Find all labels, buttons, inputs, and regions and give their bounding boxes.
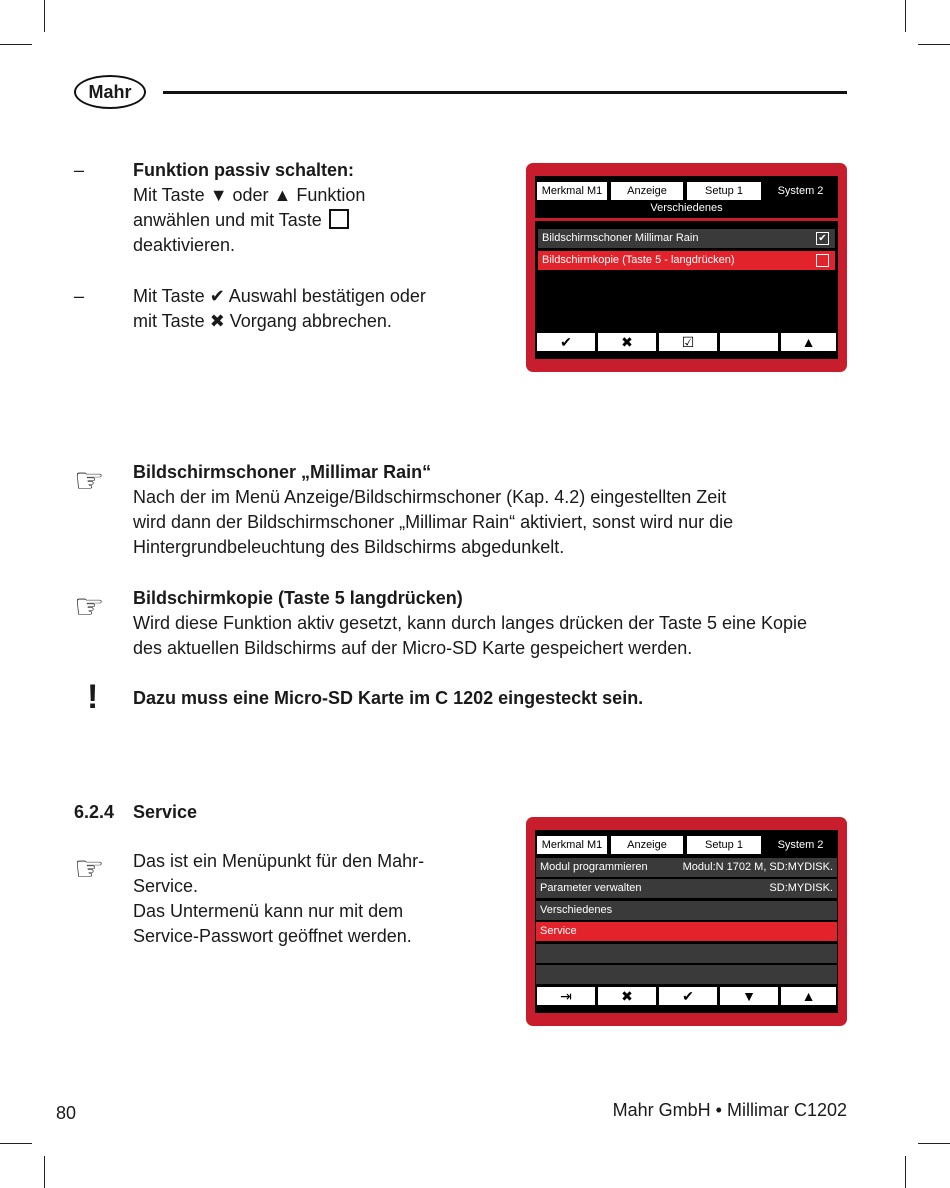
note-screensaver xyxy=(133,460,853,560)
note-line: des aktuellen Bildschirms auf der Micro-SD Karte gespeichert werden. xyxy=(133,638,693,658)
bullet-1-line: deaktivieren. xyxy=(133,235,236,255)
note-line: Service. xyxy=(133,876,199,896)
crop-mark xyxy=(0,44,32,45)
menu-row-module[interactable] xyxy=(536,858,837,877)
empty-key[interactable] xyxy=(720,333,778,351)
row-label: Bildschirmschoner Millimar Rain xyxy=(542,232,699,244)
note-line: Das ist ein Menüpunkt für den Mahr- xyxy=(133,851,425,871)
bullet-2-line: Mit Taste ✔ Auswahl bestätigen oder xyxy=(133,286,426,306)
row-value: Modul:N 1702 M, SD:MYDISK. xyxy=(682,861,833,873)
dash: – xyxy=(74,286,85,306)
checkbox-empty-icon[interactable] xyxy=(816,254,829,267)
crop-mark xyxy=(918,1143,950,1144)
tab-merkmal[interactable]: Merkmal M1 xyxy=(537,836,607,854)
page-number: 80 xyxy=(56,1103,77,1123)
note-line: Hintergrundbeleuchtung des Bildschirms abgedunkelt. xyxy=(133,537,565,557)
confirm-icon[interactable]: ✔ xyxy=(659,987,717,1005)
footer-brand: Mahr GmbH • Millimar C1202 xyxy=(612,1100,847,1120)
arrow-down-icon[interactable]: ▼ xyxy=(720,987,778,1005)
row-label: Bildschirmkopie (Taste 5 - langdrücken) xyxy=(542,254,735,266)
section-title: Service xyxy=(133,802,198,822)
device-screen-verschiedenes xyxy=(526,163,847,372)
service-note xyxy=(133,849,493,949)
tab-merkmal[interactable]: Merkmal M1 xyxy=(537,182,607,200)
bullet-1-title: Funktion passiv schalten: xyxy=(133,160,355,180)
mahr-logo: Mahr xyxy=(74,75,146,109)
device-screen-system xyxy=(526,817,847,1026)
tab-setup[interactable]: Setup 1 xyxy=(687,182,761,200)
note-line: Service-Passwort geöffnet werden. xyxy=(133,926,412,946)
bullet-2 xyxy=(133,284,493,334)
arrow-up-icon[interactable]: ▲ xyxy=(781,333,836,351)
menu-row-parameters[interactable] xyxy=(536,879,837,898)
bullet-1-line: Mit Taste ▼ oder ▲ Funktion xyxy=(133,185,366,205)
row-value: SD:MYDISK. xyxy=(769,882,833,894)
crop-mark xyxy=(44,0,45,32)
screen-subtitle: Verschiedenes xyxy=(650,202,723,214)
pointing-hand-icon: ☞ xyxy=(74,462,105,500)
note-screenshot xyxy=(133,586,853,661)
confirm-icon[interactable]: ✔ xyxy=(537,333,595,351)
note-line: Nach der im Menü Anzeige/Bildschirmschoner (Kap. 4.2) eingestellten Zeit xyxy=(133,487,727,507)
note-line: Das Untermenü kann nur mit dem xyxy=(133,901,404,921)
row-label: Modul programmieren xyxy=(540,861,648,873)
tab-system[interactable]: System 2 xyxy=(765,836,836,854)
row-label: Parameter verwalten xyxy=(540,882,642,894)
checkbox-toggle-icon[interactable]: ☑ xyxy=(659,333,717,351)
crop-mark xyxy=(905,1156,906,1188)
cancel-icon[interactable]: ✖ xyxy=(598,333,656,351)
dash: – xyxy=(74,160,85,180)
tab-setup[interactable]: Setup 1 xyxy=(687,836,761,854)
pointing-hand-icon: ☞ xyxy=(74,850,105,888)
crop-mark xyxy=(918,44,950,45)
note-line: Wird diese Funktion aktiv gesetzt, kann durch langes drücken der Taste 5 eine Kopie xyxy=(133,613,808,633)
row-label: Service xyxy=(540,925,577,937)
note-title: Bildschirmkopie (Taste 5 langdrücken) xyxy=(133,588,463,608)
warning-icon: ! xyxy=(87,678,99,716)
crop-mark xyxy=(905,0,906,32)
bullet-1-line-text: anwählen und mit Taste xyxy=(133,210,322,230)
note-line: wird dann der Bildschirmschoner „Millimar Rain“ aktiviert, sonst wird nur die xyxy=(133,512,734,532)
cancel-icon[interactable]: ✖ xyxy=(598,987,656,1005)
bullet-2-line: mit Taste ✖ Vorgang abbrechen. xyxy=(133,311,392,331)
screen xyxy=(535,176,838,359)
header-rule xyxy=(163,91,847,94)
tab-system[interactable]: System 2 xyxy=(765,182,836,200)
screen xyxy=(535,830,838,1013)
pointing-hand-icon: ☞ xyxy=(74,588,105,626)
warning-text: Dazu muss eine Micro-SD Karte im C 1202 eingesteckt sein. xyxy=(133,688,644,708)
menu-row-screenshot[interactable] xyxy=(538,251,835,270)
arrow-up-icon[interactable]: ▲ xyxy=(781,987,836,1005)
menu-row-screensaver[interactable] xyxy=(538,229,835,248)
menu-row-empty xyxy=(536,965,837,984)
menu-row-misc[interactable] xyxy=(536,901,837,920)
tab-anzeige[interactable]: Anzeige xyxy=(611,836,683,854)
menu-row-service[interactable] xyxy=(536,922,837,941)
bullet-1-line xyxy=(133,208,493,233)
divider xyxy=(535,218,838,221)
exit-icon[interactable]: ⇥ xyxy=(537,987,595,1005)
checkbox-checked-icon[interactable]: ✔ xyxy=(816,232,829,245)
tab-anzeige[interactable]: Anzeige xyxy=(611,182,683,200)
row-label: Verschiedenes xyxy=(540,904,613,916)
crop-mark xyxy=(44,1156,45,1188)
crop-mark xyxy=(0,1143,32,1144)
note-title: Bildschirmschoner „Millimar Rain“ xyxy=(133,462,432,482)
bullet-1 xyxy=(133,158,493,258)
section-number: 6.2.4 xyxy=(74,802,115,822)
checkbox-key-icon xyxy=(329,209,349,229)
menu-row-empty xyxy=(536,944,837,963)
